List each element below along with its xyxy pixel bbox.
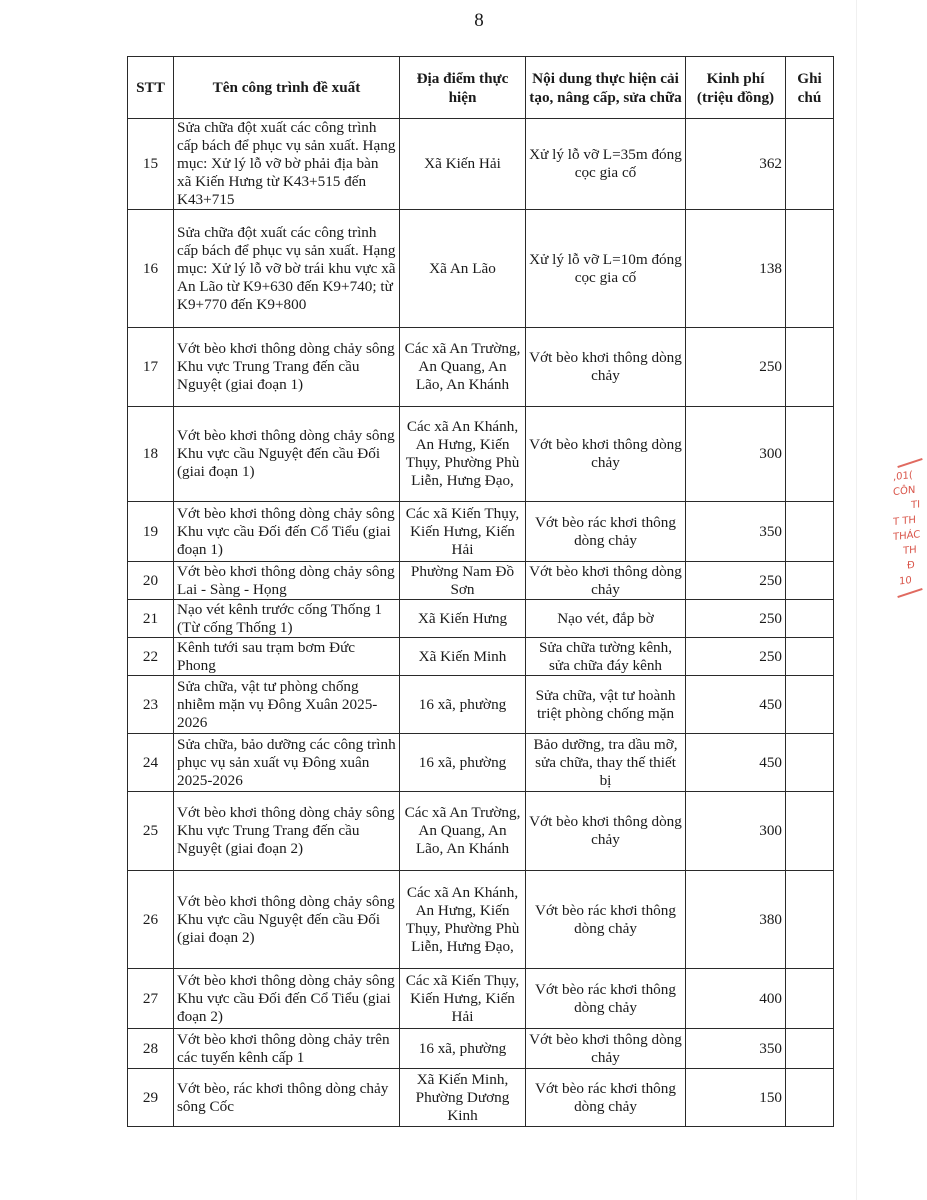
header-location: Địa điểm thực hiện: [400, 57, 526, 119]
table-row: [128, 210, 834, 328]
cell-content: Vớt bèo khơi thông dòng chảy: [526, 407, 686, 502]
cell-content: Bảo dưỡng, tra dầu mỡ, sửa chữa, thay thế thiết bị: [526, 734, 686, 792]
cell-stt: 27: [128, 969, 174, 1029]
table-header-row: [128, 57, 834, 119]
cell-stt: 18: [128, 407, 174, 502]
cell-note: [786, 502, 834, 562]
table-row: [128, 734, 834, 792]
cell-cost: 450: [686, 676, 786, 734]
cell-name: Vớt bèo khơi thông dòng chảy sông Khu vực cầu Nguyệt đến cầu Đối (giai đoạn 1): [174, 407, 400, 502]
cell-cost: 150: [686, 1069, 786, 1127]
table-row: [128, 562, 834, 600]
cell-location: Các xã Kiến Thụy, Kiến Hưng, Kiến Hải: [400, 502, 526, 562]
cell-stt: 15: [128, 119, 174, 210]
cell-stt: 29: [128, 1069, 174, 1127]
cell-name: Vớt bèo khơi thông dòng chảy sông Lai - Sàng - Họng: [174, 562, 400, 600]
table-row: [128, 871, 834, 969]
cell-name: Sửa chữa, vật tư phòng chống nhiễm mặn vụ Đông Xuân 2025-2026: [174, 676, 400, 734]
cell-location: Các xã Kiến Thụy, Kiến Hưng, Kiến Hải: [400, 969, 526, 1029]
cell-stt: 21: [128, 600, 174, 638]
cell-cost: 250: [686, 328, 786, 407]
header-content: Nội dung thực hiện cải tạo, nâng cấp, sửa chữa: [526, 57, 686, 119]
cell-cost: 138: [686, 210, 786, 328]
table-row: [128, 407, 834, 502]
stamp-text-line: CÔN: [893, 484, 916, 499]
cell-name: Vớt bèo khơi thông dòng chảy trên các tuyến kênh cấp 1: [174, 1029, 400, 1069]
cell-location: Xã Kiến Minh, Phường Dương Kinh: [400, 1069, 526, 1127]
cell-stt: 19: [128, 502, 174, 562]
cell-location: Các xã An Khánh, An Hưng, Kiến Thụy, Phường Phù Liễn, Hưng Đạo,: [400, 407, 526, 502]
cell-content: Vớt bèo rác khơi thông dòng chảy: [526, 871, 686, 969]
cell-note: [786, 562, 834, 600]
page-number: 8: [474, 10, 484, 31]
cell-location: Các xã An Trường, An Quang, An Lão, An Khánh: [400, 792, 526, 871]
table-row: [128, 969, 834, 1029]
cell-name: Vớt bèo khơi thông dòng chảy sông Khu vực cầu Đối đến Cổ Tiểu (giai đoạn 1): [174, 502, 400, 562]
cell-cost: 350: [686, 502, 786, 562]
table-row: [128, 1029, 834, 1069]
red-stamp-fragment: [893, 458, 927, 648]
table-row: [128, 328, 834, 407]
cell-stt: 17: [128, 328, 174, 407]
cell-content: Sửa chữa tường kênh, sửa chữa đáy kênh: [526, 638, 686, 676]
cell-location: Các xã An Khánh, An Hưng, Kiến Thụy, Phường Phù Liễn, Hưng Đạo,: [400, 871, 526, 969]
cell-location: Xã Kiến Minh: [400, 638, 526, 676]
cell-name: Vớt bèo khơi thông dòng chảy sông Khu vực cầu Nguyệt đến cầu Đối (giai đoạn 2): [174, 871, 400, 969]
cell-note: [786, 871, 834, 969]
cell-location: Xã Kiến Hải: [400, 119, 526, 210]
cell-note: [786, 1069, 834, 1127]
header-cost: Kinh phí (triệu đồng): [686, 57, 786, 119]
cell-content: Vớt bèo rác khơi thông dòng chảy: [526, 502, 686, 562]
cell-stt: 20: [128, 562, 174, 600]
cell-location: Các xã An Trường, An Quang, An Lão, An Khánh: [400, 328, 526, 407]
cell-name: Nạo vét kênh trước cống Thống 1 (Từ cống Thống 1): [174, 600, 400, 638]
cell-cost: 450: [686, 734, 786, 792]
cell-name: Vớt bèo khơi thông dòng chảy sông Khu vực cầu Đối đến Cổ Tiểu (giai đoạn 2): [174, 969, 400, 1029]
cell-note: [786, 328, 834, 407]
cell-cost: 362: [686, 119, 786, 210]
scan-edge: [856, 0, 857, 1200]
cell-name: Sửa chữa đột xuất các công trình cấp bách để phục vụ sản xuất. Hạng mục: Xử lý lỗ vỡ bờ phải địa bàn xã Kiến Hưng từ K43+515 đến K43+715: [174, 119, 400, 210]
stamp-text-line: TI: [911, 499, 921, 512]
stamp-border-line: [897, 588, 922, 598]
cell-location: 16 xã, phường: [400, 1029, 526, 1069]
cell-name: Vớt bèo khơi thông dòng chảy sông Khu vực Trung Trang đến cầu Nguyệt (giai đoạn 2): [174, 792, 400, 871]
table-row: [128, 1069, 834, 1127]
stamp-text-line: T TH: [893, 514, 916, 529]
header-note: Ghi chú: [786, 57, 834, 119]
cell-stt: 28: [128, 1029, 174, 1069]
cell-note: [786, 210, 834, 328]
cell-content: Xử lý lỗ vỡ L=35m đóng cọc gia cố: [526, 119, 686, 210]
cell-content: Vớt bèo khơi thông dòng chảy: [526, 792, 686, 871]
cell-content: Vớt bèo khơi thông dòng chảy: [526, 328, 686, 407]
table-row: [128, 676, 834, 734]
stamp-text-line: THÁC: [893, 529, 921, 544]
cell-location: 16 xã, phường: [400, 734, 526, 792]
table-row: [128, 502, 834, 562]
cell-content: Xử lý lỗ vỡ L=10m đóng cọc gia cố: [526, 210, 686, 328]
cell-note: [786, 407, 834, 502]
cell-stt: 23: [128, 676, 174, 734]
cell-note: [786, 734, 834, 792]
header-name: Tên công trình đề xuất: [174, 57, 400, 119]
cell-name: Sửa chữa, bảo dưỡng các công trình phục vụ sản xuất vụ Đông xuân 2025-2026: [174, 734, 400, 792]
cell-content: Nạo vét, đắp bờ: [526, 600, 686, 638]
cell-location: Xã An Lão: [400, 210, 526, 328]
cell-stt: 22: [128, 638, 174, 676]
cell-note: [786, 600, 834, 638]
cell-cost: 350: [686, 1029, 786, 1069]
cell-content: Vớt bèo rác khơi thông dòng chảy: [526, 1069, 686, 1127]
cell-cost: 300: [686, 792, 786, 871]
cell-stt: 25: [128, 792, 174, 871]
cell-content: Vớt bèo rác khơi thông dòng chảy: [526, 969, 686, 1029]
cell-cost: 250: [686, 638, 786, 676]
table-row: [128, 792, 834, 871]
cell-stt: 16: [128, 210, 174, 328]
cell-content: Sửa chữa, vật tư hoành triệt phòng chống mặn: [526, 676, 686, 734]
cell-cost: 380: [686, 871, 786, 969]
cell-note: [786, 969, 834, 1029]
cell-cost: 400: [686, 969, 786, 1029]
cell-content: Vớt bèo khơi thông dòng chảy: [526, 1029, 686, 1069]
cell-cost: 250: [686, 562, 786, 600]
stamp-text-line: Đ: [907, 559, 915, 572]
cell-note: [786, 1029, 834, 1069]
cell-name: Sửa chữa đột xuất các công trình cấp bách để phục vụ sản xuất. Hạng mục: Xử lý lỗ vỡ bờ trái khu vực xã An Lão từ K9+630 đến K9+740; từ K9+770 đến K9+800: [174, 210, 400, 328]
cell-note: [786, 792, 834, 871]
cell-note: [786, 676, 834, 734]
cell-cost: 300: [686, 407, 786, 502]
table-row: [128, 600, 834, 638]
header-stt: STT: [128, 57, 174, 119]
stamp-text-line: TH: [903, 544, 917, 558]
table-row: [128, 638, 834, 676]
cell-location: 16 xã, phường: [400, 676, 526, 734]
stamp-text-line: 10: [899, 575, 912, 588]
cell-name: Vớt bèo, rác khơi thông dòng chảy sông Cốc: [174, 1069, 400, 1127]
cell-cost: 250: [686, 600, 786, 638]
cell-stt: 24: [128, 734, 174, 792]
stamp-text-line: ,01(: [893, 470, 913, 484]
cell-location: Phường Nam Đồ Sơn: [400, 562, 526, 600]
cell-content: Vớt bèo khơi thông dòng chảy: [526, 562, 686, 600]
cell-note: [786, 119, 834, 210]
cell-location: Xã Kiến Hưng: [400, 600, 526, 638]
projects-table: [127, 56, 834, 1127]
cell-note: [786, 638, 834, 676]
cell-stt: 26: [128, 871, 174, 969]
cell-name: Vớt bèo khơi thông dòng chảy sông Khu vực Trung Trang đến cầu Nguyệt (giai đoạn 1): [174, 328, 400, 407]
cell-name: Kênh tưới sau trạm bơm Đức Phong: [174, 638, 400, 676]
table-row: [128, 119, 834, 210]
